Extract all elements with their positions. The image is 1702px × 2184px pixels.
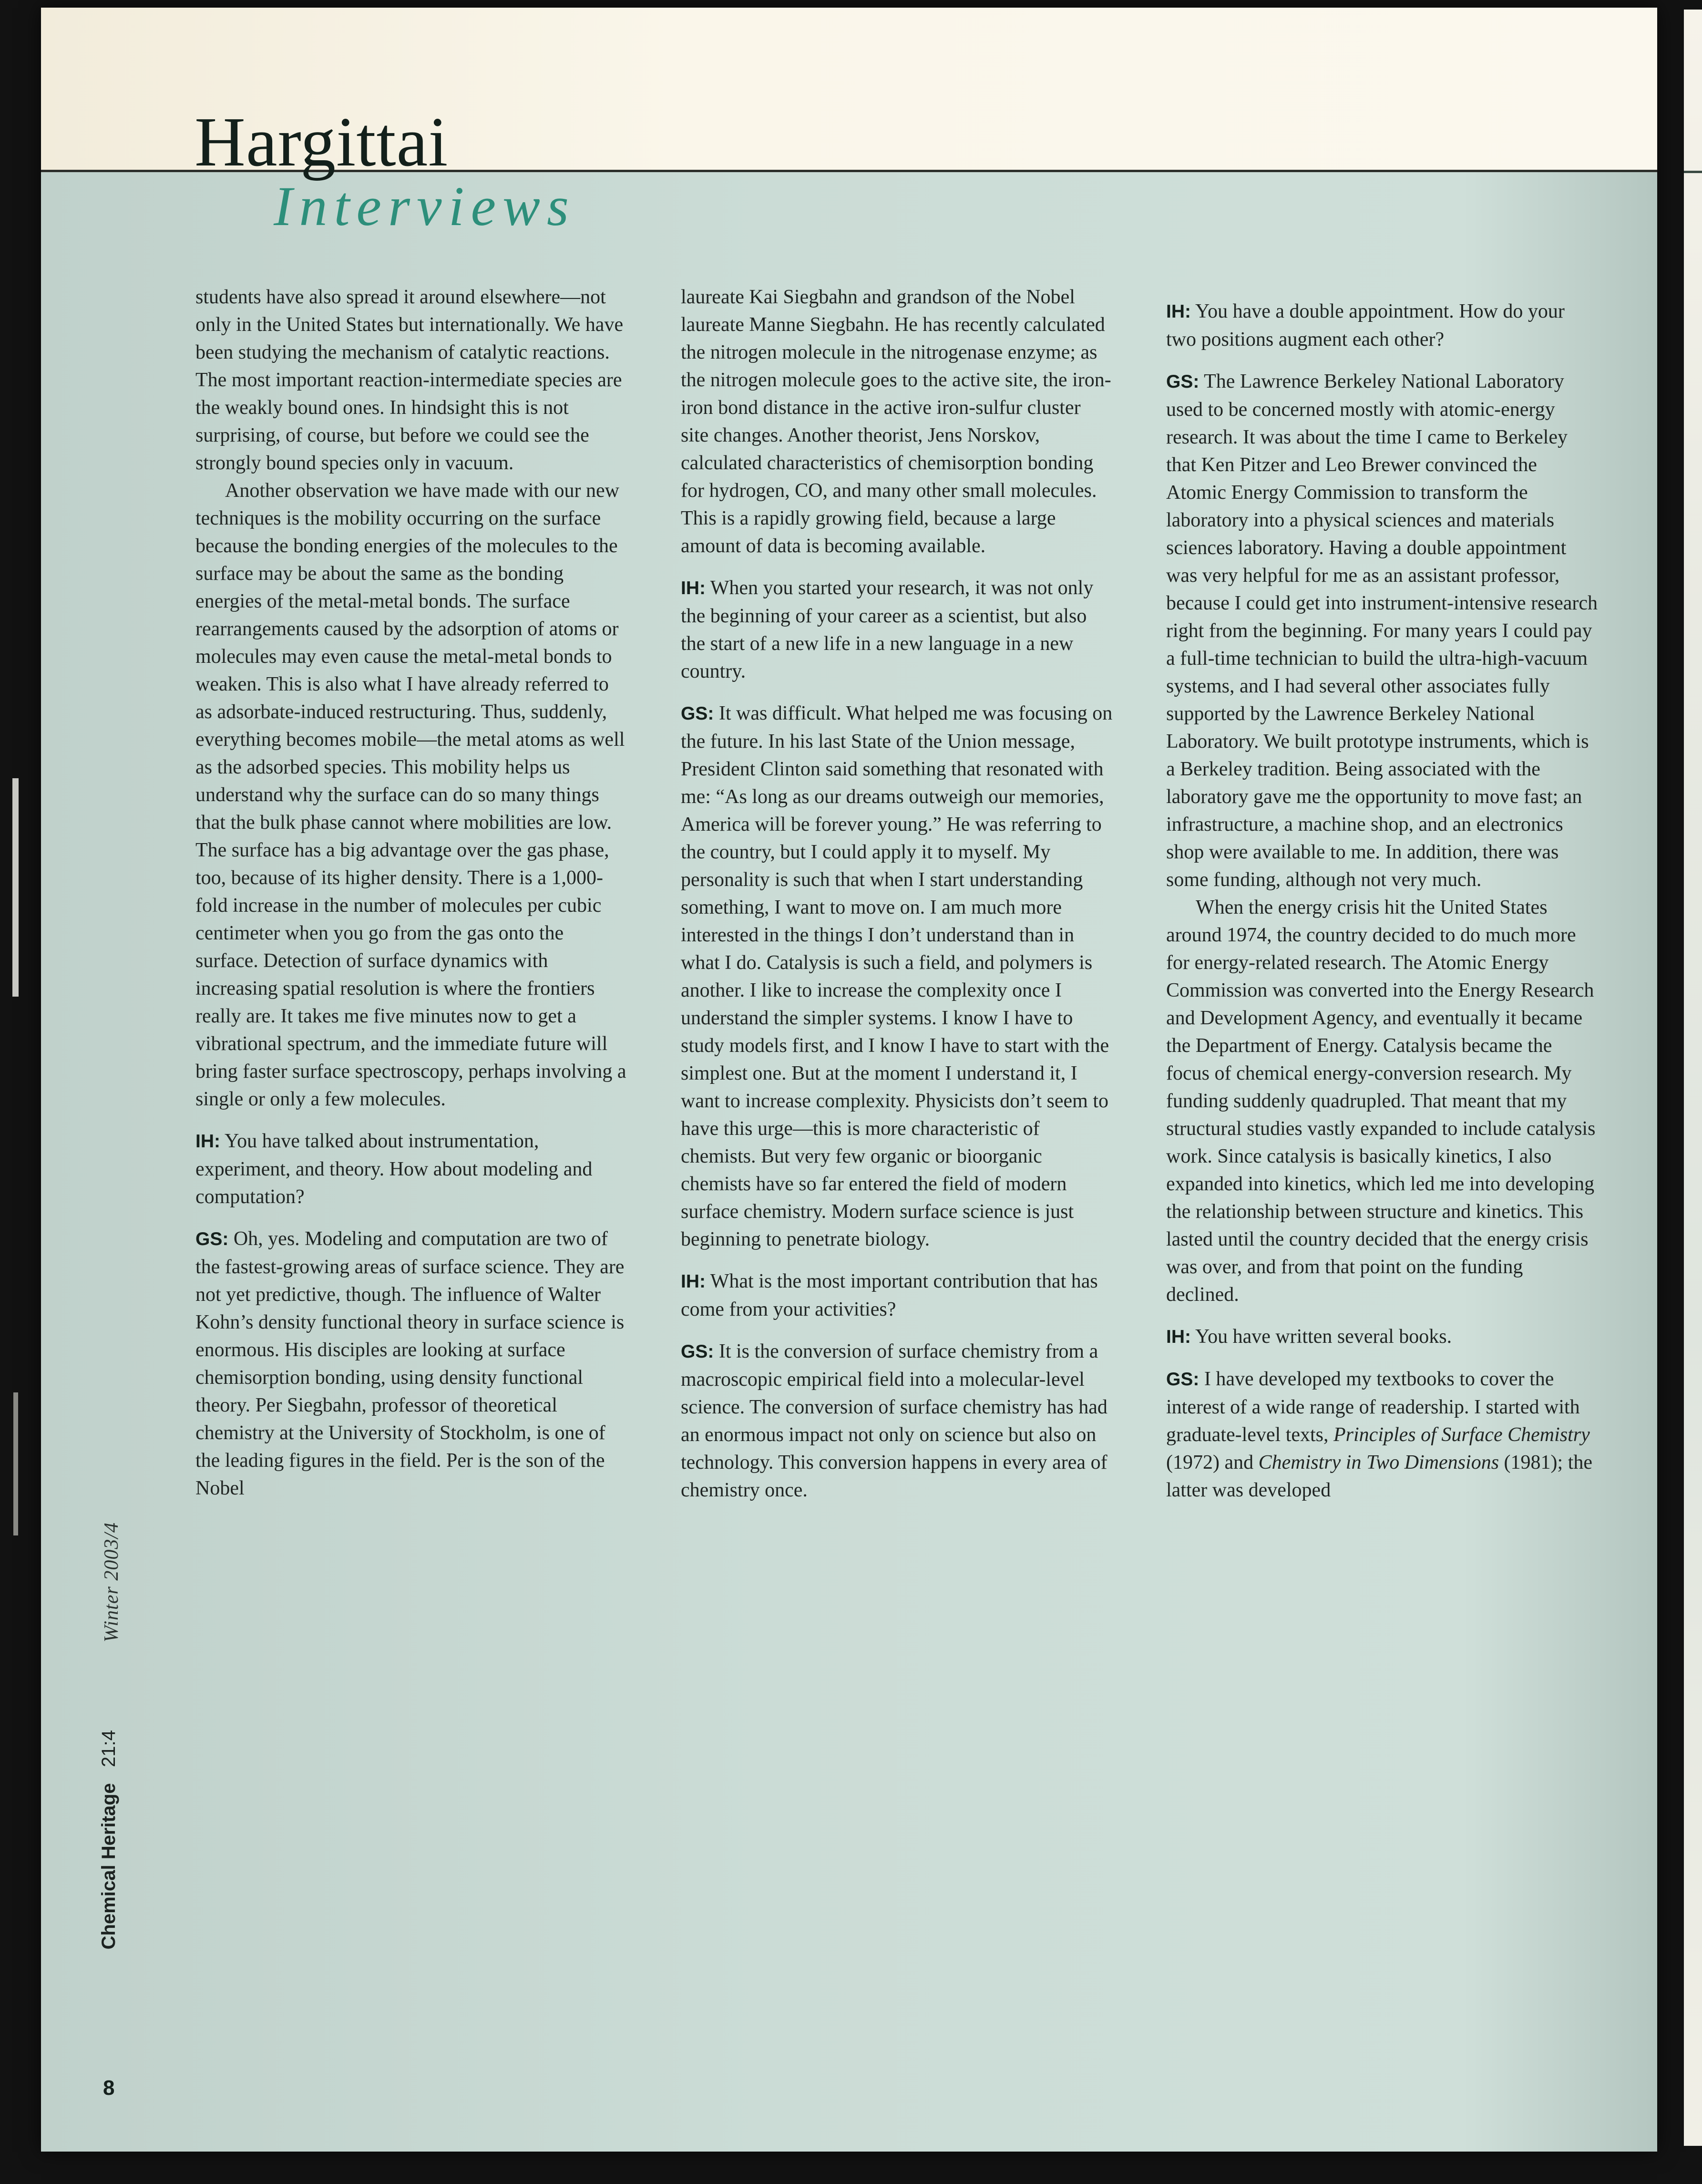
text-segment: It was difficult. What helped me was focusing on the future. In his last State of the Union message, President Clinton said something that resonated with me: “As long as our dreams outweigh our memories, America will be forever young.” He was referring to the country, but I could apply it to myself. My personality is such that when I start understanding something, I want to move on. I am much more interested in the things I don’t understand than in what I do. Catalysis is such a field, and polymers is another. I like to increase the complexity once I understand the simpler systems. I know I have to study models first, and I know I have to start with the simplest one. But at the moment I understand it, I want to increase complexity. Physicists don’t seem to have this urge—this is more characteristic of chemists. But very few organic or bioorganic chemists have so far entered the field of modern surface chemistry. Modern surface science is just beginning to penetrate biology. — [681, 702, 1113, 1250]
qa-paragraph — [195, 1225, 627, 1502]
text-segment: When you started your research, it was not only the beginning of your career as a scientist, but also the start of a new life in a new language in a new country. — [681, 577, 1094, 682]
body-paragraph — [1166, 894, 1598, 1308]
text-segment: What is the most important contribution that has come from your activities? — [681, 1270, 1098, 1320]
speaker-label: IH: — [681, 578, 706, 598]
text-column — [1166, 283, 1598, 1504]
text-segment: (1981); the latter was developed — [1166, 1452, 1592, 1501]
text-segment: When the energy crisis hit the United States around 1974, the country decided to do much more for energy-related research. The Atomic Energy Commission was converted into the Energy Research and Development Agency, and eventually it became the Department of Energy. Catalysis became the focus of chemical energy-conversion research. My funding suddenly quadrupled. That meant that my structural studies vastly expanded to include catalysis work. Since catalysis is basically kinetics, I also expanded into kinetics, which led me into developing the relationship between structure and kinetics. This lasted until the country decided that the energy crisis was over, and from that point on the funding declined. — [1166, 896, 1596, 1306]
qa-paragraph — [681, 1338, 1113, 1504]
text-segment: students have also spread it around elsewhere—not only in the United States but internationally. We have been studying the mechanism of catalytic reactions. The most important reaction-intermediate species are the weakly bound ones. In hindsight this is not surprising, of course, but before we could see the strongly bound species only in vacuum. — [195, 286, 624, 474]
speaker-label: GS: — [1166, 371, 1200, 392]
text-segment: You have talked about instrumentation, experiment, and theory. How about modeling and computation? — [195, 1130, 593, 1208]
text-segment: You have written several books. — [1191, 1326, 1452, 1348]
qa-paragraph — [1166, 368, 1598, 894]
page-subtitle: Interviews — [274, 175, 576, 237]
text-segment: (1972) and — [1166, 1452, 1259, 1473]
page-number: 8 — [103, 2076, 115, 2100]
header-band — [41, 8, 1657, 181]
speaker-label: IH: — [195, 1131, 220, 1152]
book-title-italic: Chemistry in Two Dimensions — [1258, 1452, 1499, 1473]
text-segment: The Lawrence Berkeley National Laboratory used to be concerned mostly with atomic-energy research. It was about the time I came to Berkeley that Ken Pitzer and Leo Brewer convinced the Atomic Energy Commission to transform the laboratory into a physical sciences and materials sciences laboratory. Having a double appointment was very helpful for me as an assistant professor, because I could get into instrument-intensive research right from the beginning. For many years I could pay a full-time technician to build the ultra-high-vacuum systems, and I had several other associates fully supported by the Lawrence Berkeley National Laboratory. We built prototype instruments, which is a Berkeley tradition. Being associated with the laboratory gave me the opportunity to move fast; an infrastructure, a machine shop, and an electronics shop were available to me. In addition, there was some funding, although not very much. — [1166, 371, 1598, 891]
speaker-label: IH: — [1166, 1327, 1191, 1347]
text-segment: It is the conversion of surface chemistry from a macroscopic empirical field into a molecular-level science. The conversion of surface chemistry has had an enormous impact not only on science but also on technology. This conversion happens in every area of chemistry once. — [681, 1340, 1107, 1501]
qa-paragraph — [195, 1127, 627, 1211]
qa-paragraph — [681, 1267, 1113, 1323]
scan-edge-artifact — [12, 778, 19, 997]
text-segment: Oh, yes. Modeling and computation are two of the fastest-growing areas of surface science. They are not yet predictive, though. The influence of Walter Kohn’s density functional theory in surface science is enormous. His disciples are looking at surface chemisorption bonding, using density functional theory. Per Siegbahn, professor of theoretical chemistry at the University of Stockholm, is one of the leading figures in the field. Per is the son of the Nobel — [195, 1228, 625, 1499]
journal-name: Chemical Heritage — [98, 1783, 119, 1950]
text-column — [681, 283, 1113, 1504]
page-title: Hargittai — [195, 103, 449, 181]
body-paragraph — [195, 477, 627, 1113]
text-segment: I have developed my textbooks to cover the interest of a wide range of readership. I started with graduate-level texts, — [1166, 1368, 1580, 1446]
issue-date-vertical-label: Winter 2003/4 — [101, 1522, 123, 1643]
scan-edge-artifact — [13, 1392, 18, 1535]
text-column — [195, 283, 627, 1504]
qa-paragraph — [681, 700, 1113, 1253]
book-title-italic: Principles of Surface Chemistry — [1333, 1424, 1590, 1446]
qa-paragraph — [681, 574, 1113, 685]
speaker-label: IH: — [1166, 301, 1191, 322]
speaker-label: IH: — [681, 1271, 706, 1292]
adjacent-page-rule — [1684, 171, 1702, 173]
magazine-page — [41, 8, 1657, 2152]
journal-vertical-label — [98, 1730, 120, 1949]
qa-paragraph — [1166, 1323, 1598, 1351]
adjacent-page-edge — [1684, 10, 1702, 2146]
body-paragraph — [681, 283, 1113, 560]
qa-paragraph — [1166, 1365, 1598, 1504]
interview-text-columns — [195, 283, 1599, 1504]
text-segment: You have a double appointment. How do your two positions augment each other? — [1166, 300, 1565, 350]
journal-volume: 21:4 — [98, 1730, 119, 1767]
speaker-label: GS: — [195, 1229, 229, 1249]
text-segment: laureate Kai Siegbahn and grandson of the Nobel laureate Manne Siegbahn. He has recently calculated the nitrogen molecule in the nitrogenase enzyme; as the nitrogen molecule goes to the active site, the iron-iron bond distance in the active iron-sulfur cluster site changes. Another theorist, Jens Norskov, calculated characteristics of chemisorption bonding for hydrogen, CO, and many other small molecules. This is a rapidly growing field, because a large amount of data is becoming available. — [681, 286, 1111, 557]
speaker-label: GS: — [681, 1341, 714, 1362]
speaker-label: GS: — [1166, 1369, 1200, 1390]
qa-paragraph — [1166, 298, 1598, 353]
text-segment: Another observation we have made with our new techniques is the mobility occurring on the surface because the bonding energies of the molecules to the surface may be about the same as the bonding energies of the metal-metal bonds. The surface rearrangements caused by the adsorption of atoms or molecules may even cause the metal-metal bonds to weaken. This is also what I have already referred to as adsorbate-induced restructuring. Thus, suddenly, everything becomes mobile—the metal atoms as well as the adsorbed species. This mobility helps us understand why the surface can do so many things that the bulk phase cannot where mobilities are low. The surface has a big advantage over the gas phase, too, because of its higher density. There is a 1,000-fold increase in the number of molecules per cubic centimeter when you go from the gas onto the surface. Detection of surface dynamics with increasing spatial resolution is where the frontiers really are. It takes me five minutes now to get a vibrational spectrum, and the immediate future will bring faster surface spectroscopy, perhaps involving a single or only a few molecules. — [195, 480, 626, 1110]
body-paragraph — [195, 283, 627, 477]
speaker-label: GS: — [681, 703, 714, 724]
